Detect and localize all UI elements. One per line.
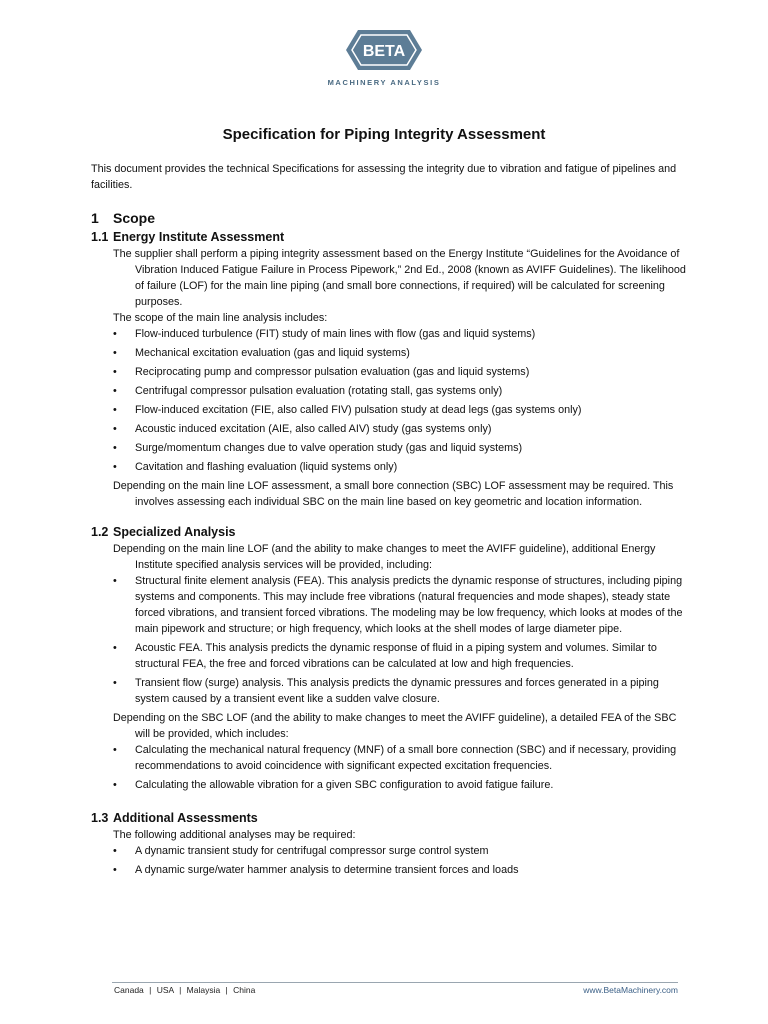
section-1-3-paragraph: The following additional analyses may be required: (113, 829, 356, 841)
section-1-3-heading (91, 810, 691, 827)
section-title: Specialized Analysis (113, 525, 236, 539)
section-number: 1.3 (91, 811, 109, 825)
logo-tagline: MACHINERY ANALYSIS (327, 78, 441, 87)
section-1-3-bullet-list (91, 843, 691, 878)
list-item: • Flow-induced turbulence (FIT) study of main lines with flow (gas and liquid systems) (113, 326, 691, 342)
section-1-2-sbc-bullet-list (91, 742, 691, 793)
section-title: Additional Assessments (113, 811, 258, 825)
section-1-1-sbc-paragraph: Depending on the main line LOF assessment, a small bore connection (SBC) LOF assessment may be required. This involves assessing each individual SBC on the main line based on key geometric and location information. (113, 480, 674, 508)
section-1-2-sbc-paragraph: Depending on the SBC LOF (and the ability to make changes to meet the AVIFF guideline), a detailed FEA of the SBC will be provided, which includes: (113, 712, 677, 740)
list-item: • A dynamic surge/water hammer analysis to determine transient forces and loads (113, 862, 691, 878)
section-1-1-bullet-list (91, 326, 691, 475)
list-item: • Acoustic FEA. This analysis predicts the dynamic response of fluid in a piping system and volumes. Similar to structural FEA, the free and forced vibrations can be calculated at low and high frequencies. (113, 640, 691, 672)
section-1-heading (91, 209, 691, 227)
section-number: 1.2 (91, 525, 109, 539)
list-item: • Flow-induced excitation (FIE, also called FIV) pulsation study at dead legs (gas systems only) (113, 402, 691, 418)
section-1-1-heading (91, 229, 691, 246)
list-item: • Reciprocating pump and compressor pulsation evaluation (gas and liquid systems) (113, 364, 691, 380)
section-title: Energy Institute Assessment (113, 230, 285, 244)
section-1-1-paragraph: The supplier shall perform a piping integrity assessment based on the Energy Institute “Guidelines for the Avoidance of Vibration Induced Fatigue Failure in Process Pipework,” 2nd Ed., 2008 (known as AVIFF Guidelines). The likelihood of failure (LOF) for the main line piping (and small bore connections, if required) will be calculated for screening purposes. (113, 248, 686, 308)
company-logo (0, 28, 768, 87)
footer-website-link[interactable]: www.BetaMachinery.com (583, 985, 678, 995)
list-item: • Centrifugal compressor pulsation evaluation (rotating stall, gas systems only) (113, 383, 691, 399)
section-1-2-heading (91, 524, 691, 541)
footer-locations: Canada | USA | Malaysia | China (114, 985, 256, 995)
list-item: • Acoustic induced excitation (AIE, also called AIV) study (gas systems only) (113, 421, 691, 437)
logo-name: BETA (362, 43, 406, 60)
list-item: • Surge/momentum changes due to valve operation study (gas and liquid systems) (113, 440, 691, 456)
document-body (91, 161, 691, 881)
list-item: • Calculating the mechanical natural frequency (MNF) of a small bore connection (SBC) and if necessary, providing recommendations to avoid coincidence with significant expected excitation frequencies. (113, 742, 691, 774)
section-number: 1 (91, 210, 99, 226)
list-item: • Transient flow (surge) analysis. This analysis predicts the dynamic pressures and forces generated in a piping system caused by a transient event like a sudden valve closure. (113, 675, 691, 707)
section-1-2-bullet-list (91, 573, 691, 707)
section-title: Scope (113, 210, 156, 226)
beta-logo-icon (344, 28, 424, 72)
section-number: 1.1 (91, 230, 109, 244)
section-1-2-paragraph: Depending on the main line LOF (and the ability to make changes to meet the AVIFF guideline), additional Energy Institute specified analysis services will be provided, including: (113, 543, 656, 571)
document-title: Specification for Piping Integrity Assessment (222, 126, 546, 143)
footer-divider (112, 982, 678, 983)
list-item: • A dynamic transient study for centrifugal compressor surge control system (113, 843, 691, 859)
list-item: • Cavitation and flashing evaluation (liquid systems only) (113, 459, 691, 475)
list-item: • Structural finite element analysis (FEA). This analysis predicts the dynamic response of structures, including piping systems and components. This may include free vibrations (natural frequencies and mode shapes), steady state forced vibrations, and transient forced vibrations. The modeling may be low frequency, which looks at modes of the main pipework and structure; or high frequency, which looks at the shell modes of large diameter pipe. (113, 573, 691, 637)
section-1-1-scope-intro: The scope of the main line analysis includes: (113, 312, 328, 324)
list-item: • Calculating the allowable vibration for a given SBC configuration to avoid fatigue failure. (113, 777, 691, 793)
intro-paragraph: This document provides the technical Specifications for assessing the integrity due to vibration and fatigue of pipelines and facilities. (91, 163, 677, 191)
list-item: • Mechanical excitation evaluation (gas and liquid systems) (113, 345, 691, 361)
